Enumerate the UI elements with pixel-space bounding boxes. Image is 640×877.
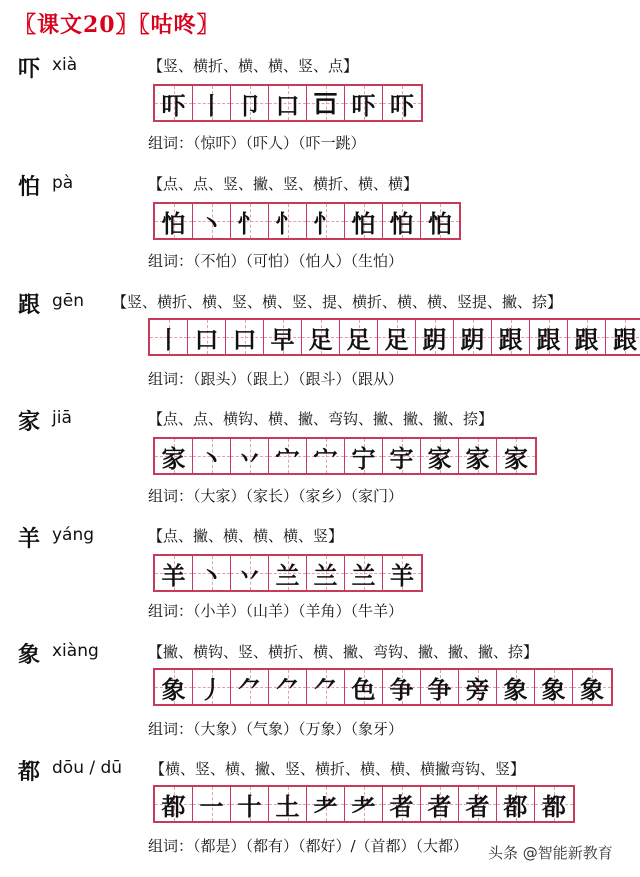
stroke-glyph: 兰 (351, 560, 376, 590)
stroke-glyph: 宀 (313, 443, 338, 473)
stroke-cell (568, 320, 606, 354)
stroke-order-text: 【竖、横折、横、竖、横、竖、提、横折、横、横、竖提、撇、捺】 (112, 293, 563, 311)
stroke-glyph: 耂 (313, 791, 338, 821)
stroke-order-text: 【横、竖、横、撇、竖、横折、横、横、横撇弯钩、竖】 (150, 760, 526, 778)
stroke-cell (155, 670, 193, 704)
stroke-cell (383, 439, 421, 473)
stroke-cell (155, 86, 193, 120)
stroke-glyph: 卩 (237, 90, 262, 120)
word-examples: 组词：（大家）（家长）（家乡）（家门） (148, 487, 404, 505)
pinyin: gēn (52, 291, 85, 311)
stroke-glyph: 丶 (199, 443, 224, 473)
stroke-glyph: 十 (237, 791, 262, 821)
stroke-glyph: 怕 (389, 208, 414, 238)
stroke-glyph: 家 (427, 443, 452, 473)
stroke-cell (264, 320, 302, 354)
stroke-cell (454, 320, 492, 354)
stroke-glyph: 家 (465, 443, 490, 473)
stroke-glyph: 者 (389, 791, 414, 821)
stroke-cell (383, 204, 421, 238)
stroke-glyph: 色 (351, 674, 376, 704)
stroke-cell (231, 670, 269, 704)
stroke-cell (573, 670, 611, 704)
stroke-glyph: 者 (427, 791, 452, 821)
stroke-cell (345, 670, 383, 704)
stroke-cell (459, 670, 497, 704)
head-character: 都 (18, 759, 41, 785)
stroke-cell (231, 86, 269, 120)
stroke-cell (155, 556, 193, 590)
stroke-glyph: 一 (199, 791, 224, 821)
stroke-glyph: 者 (465, 791, 490, 821)
stroke-glyph: 宁 (351, 443, 376, 473)
stroke-grid (153, 437, 537, 475)
stroke-glyph: 跟 (536, 324, 561, 354)
stroke-cell (459, 439, 497, 473)
stroke-grid (153, 785, 575, 823)
stroke-glyph: 丨 (199, 90, 224, 120)
stroke-glyph: 土 (275, 791, 300, 821)
stroke-glyph: 兰 (275, 560, 300, 590)
pinyin: pà (52, 173, 74, 193)
stroke-glyph: 早 (270, 324, 295, 354)
stroke-cell (340, 320, 378, 354)
stroke-glyph: 丿 (199, 674, 224, 704)
stroke-cell (231, 439, 269, 473)
stroke-glyph: 都 (542, 791, 566, 821)
stroke-glyph: 跟 (498, 324, 523, 354)
stroke-glyph: 吓 (161, 90, 186, 120)
pinyin: xià (52, 55, 78, 75)
stroke-cell (193, 439, 231, 473)
stroke-cell (421, 204, 459, 238)
stroke-cell (193, 86, 231, 120)
stroke-glyph: 宇 (389, 443, 414, 473)
head-character: 怕 (18, 174, 41, 200)
stroke-glyph: 怕 (161, 208, 186, 238)
stroke-cell (269, 439, 307, 473)
lesson-title: 〖课文20〗〖咕咚〗 (14, 12, 220, 38)
word-examples: 组词：（小羊）（山羊）（羊角）（牛羊） (148, 602, 404, 620)
stroke-cell (193, 787, 231, 821)
stroke-cell (492, 320, 530, 354)
head-character: 跟 (18, 292, 41, 318)
stroke-glyph: 足 (384, 324, 409, 354)
stroke-cell (193, 556, 231, 590)
stroke-cell (307, 86, 345, 120)
stroke-glyph: 羊 (390, 560, 414, 590)
stroke-glyph: 跟 (613, 324, 637, 354)
stroke-cell (345, 556, 383, 590)
stroke-glyph: 耂 (351, 791, 376, 821)
stroke-cell (378, 320, 416, 354)
stroke-glyph: 丶 (199, 560, 224, 590)
stroke-glyph: 宀 (275, 443, 300, 473)
watermark: 头条 @智能新教育 (488, 844, 613, 862)
stroke-cell (193, 204, 231, 238)
stroke-cell (231, 787, 269, 821)
stroke-cell (383, 86, 421, 120)
stroke-cell (307, 556, 345, 590)
stroke-glyph: 都 (503, 791, 528, 821)
stroke-cell (497, 670, 535, 704)
stroke-grid (153, 84, 423, 122)
stroke-glyph: 都 (161, 791, 186, 821)
word-examples: 组词：（跟头）（跟上）（跟斗）（跟从） (148, 370, 404, 388)
stroke-cell (421, 439, 459, 473)
stroke-cell (459, 787, 497, 821)
stroke-glyph: 丶 (199, 208, 224, 238)
stroke-cell (269, 86, 307, 120)
stroke-order-text: 【撇、横钩、竖、横折、横、撇、弯钩、撇、撇、撇、捺】 (148, 643, 539, 661)
stroke-cell (269, 670, 307, 704)
pinyin: jiā (52, 408, 72, 428)
stroke-cell (226, 320, 264, 354)
word-examples: 组词：（大象）（气象）（万象）（象牙） (148, 720, 404, 738)
stroke-glyph: 口 (232, 324, 257, 354)
stroke-order-text: 【点、点、横钩、横、撇、弯钩、撇、撇、撇、捺】 (148, 410, 494, 428)
stroke-glyph: 口 (275, 90, 300, 120)
stroke-glyph: 丨 (156, 324, 181, 354)
stroke-cell (193, 670, 231, 704)
stroke-glyph: 争 (389, 674, 414, 704)
stroke-glyph: 象 (503, 674, 528, 704)
stroke-glyph: 吓 (351, 90, 376, 120)
stroke-cell (421, 787, 459, 821)
stroke-glyph: ⺈ (313, 674, 338, 704)
stroke-order-text: 【竖、横折、横、横、竖、点】 (148, 57, 359, 75)
stroke-cell (497, 787, 535, 821)
stroke-cell (530, 320, 568, 354)
stroke-cell (383, 670, 421, 704)
stroke-glyph: 兰 (313, 560, 338, 590)
stroke-glyph: 忄 (237, 208, 262, 238)
stroke-order-text: 【点、点、竖、撇、竖、横折、横、横】 (148, 175, 419, 193)
stroke-cell (383, 556, 421, 590)
stroke-cell (269, 787, 307, 821)
stroke-cell (345, 439, 383, 473)
stroke-cell (307, 204, 345, 238)
stroke-cell (535, 787, 573, 821)
stroke-glyph: 家 (161, 443, 186, 473)
stroke-cell (231, 204, 269, 238)
stroke-glyph: 旁 (465, 674, 490, 704)
head-character: 羊 (18, 526, 41, 552)
stroke-glyph: 象 (580, 674, 604, 704)
stroke-cell (269, 556, 307, 590)
stroke-grid (153, 202, 461, 240)
word-examples: 组词：（都是）（都有）（都好）/（首都）（大都） (148, 837, 469, 855)
stroke-glyph: 足 (308, 324, 333, 354)
stroke-glyph: 怕 (351, 208, 376, 238)
stroke-cell (155, 439, 193, 473)
stroke-cell (535, 670, 573, 704)
stroke-glyph: 忄 (275, 208, 300, 238)
stroke-cell (497, 439, 535, 473)
stroke-glyph: 丷 (237, 443, 262, 473)
stroke-cell (307, 787, 345, 821)
stroke-cell (345, 86, 383, 120)
stroke-cell (269, 204, 307, 238)
stroke-glyph: 跟 (574, 324, 599, 354)
stroke-glyph: 足 (346, 324, 371, 354)
stroke-cell (307, 670, 345, 704)
pinyin: dōu / dū (52, 758, 123, 778)
stroke-glyph: 争 (427, 674, 452, 704)
stroke-cell (231, 556, 269, 590)
stroke-cell (307, 439, 345, 473)
stroke-cell (188, 320, 226, 354)
head-character: 吓 (18, 56, 41, 82)
stroke-cell (345, 204, 383, 238)
pinyin: xiàng (52, 641, 99, 661)
stroke-grid (153, 668, 613, 706)
stroke-glyph: 跀 (460, 324, 485, 354)
stroke-glyph: 吓 (390, 90, 414, 120)
stroke-glyph: 跀 (422, 324, 447, 354)
stroke-cell (150, 320, 188, 354)
pinyin: yáng (52, 525, 95, 545)
stroke-cell (606, 320, 640, 354)
stroke-order-text: 【点、撇、横、横、横、竖】 (148, 527, 344, 545)
stroke-glyph: 忄 (313, 208, 338, 238)
stroke-cell (416, 320, 454, 354)
stroke-glyph: 象 (161, 674, 186, 704)
stroke-glyph: ⺈ (275, 674, 300, 704)
stroke-cell (302, 320, 340, 354)
stroke-cell (345, 787, 383, 821)
word-examples: 组词：（惊吓）（吓人）（吓一跳） (148, 134, 366, 152)
stroke-glyph: 象 (541, 674, 566, 704)
head-character: 象 (18, 642, 41, 668)
stroke-glyph: 家 (504, 443, 528, 473)
word-examples: 组词：（不怕）（可怕）（怕人）（生怕） (148, 252, 404, 270)
head-character: 家 (18, 409, 41, 435)
stroke-glyph: ⺈ (237, 674, 262, 704)
stroke-glyph: 羊 (161, 560, 186, 590)
stroke-cell (421, 670, 459, 704)
stroke-glyph: 丷 (237, 560, 262, 590)
stroke-grid (148, 318, 640, 356)
stroke-glyph: 怕 (428, 208, 452, 238)
stroke-cell (155, 204, 193, 238)
stroke-cell (383, 787, 421, 821)
stroke-glyph: 𠮛 (313, 88, 338, 118)
stroke-cell (155, 787, 193, 821)
stroke-glyph: 口 (194, 324, 219, 354)
stroke-grid (153, 554, 423, 592)
